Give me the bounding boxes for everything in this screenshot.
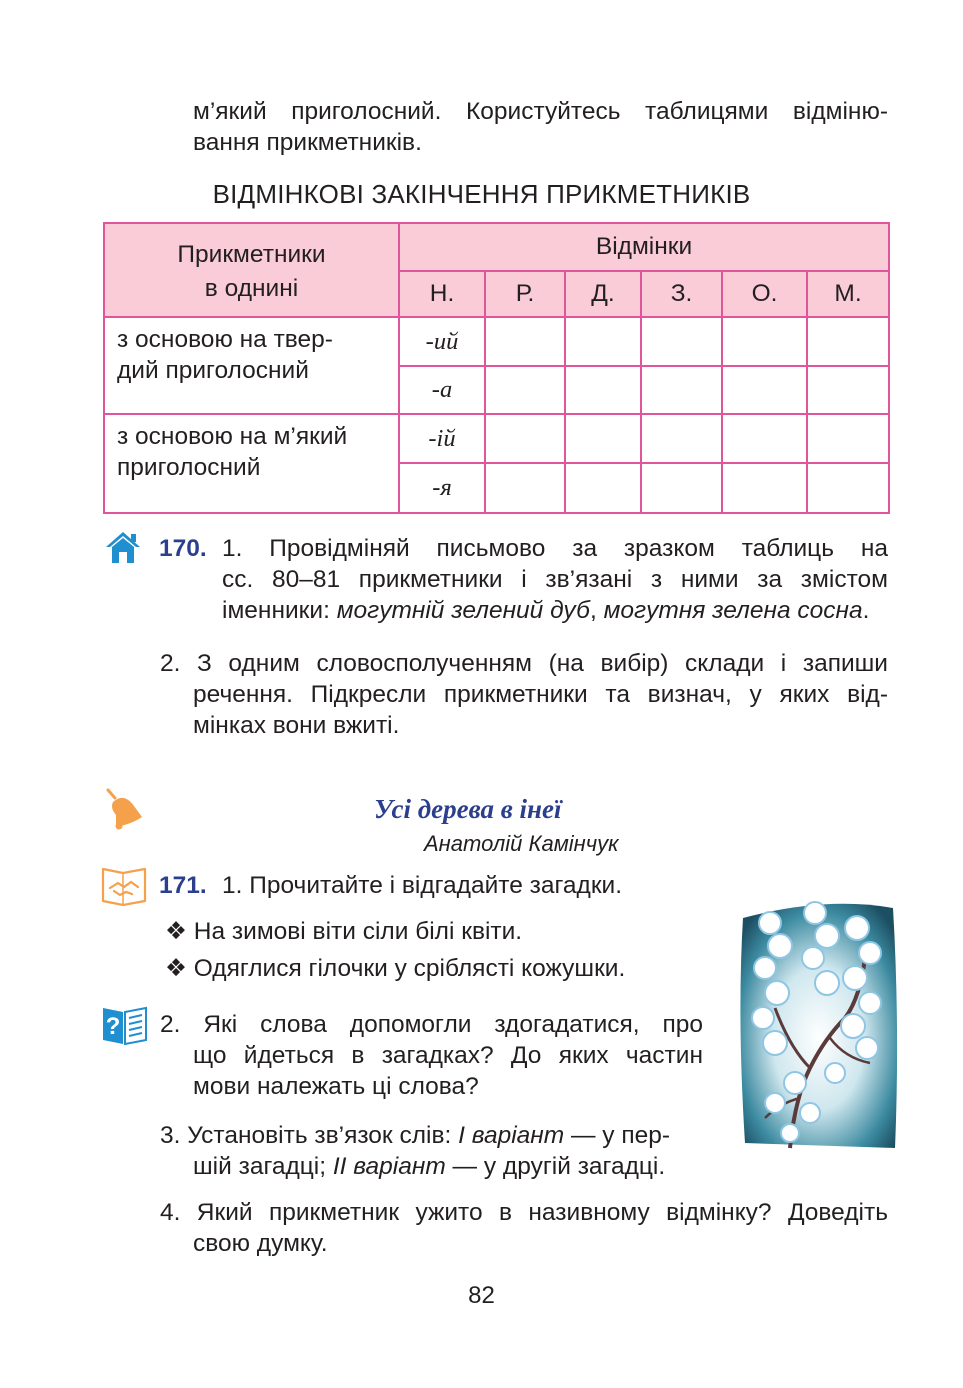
handshake-book-icon — [100, 864, 148, 906]
row-label-line-2: приголосний — [117, 454, 261, 481]
exercise-number: 170. — [159, 535, 207, 562]
empty-cell — [641, 366, 722, 414]
empty-cell — [565, 414, 641, 463]
phrase-oak: могутній зелений дуб — [336, 597, 590, 624]
case-header: З. — [641, 271, 722, 317]
row-label-line-2: дий приголосний — [117, 357, 309, 384]
row-label-hard — [104, 317, 399, 414]
empty-cell — [485, 414, 565, 463]
ex171-task3-line2 — [193, 1151, 665, 1182]
ending-cell: -я — [399, 463, 485, 513]
house-icon — [104, 530, 142, 564]
table-title: ВІДМІНКОВІ ЗАКІНЧЕННЯ ПРИКМЕТНИКІВ — [212, 179, 751, 209]
ending-cell: -ий — [399, 317, 485, 366]
empty-cell — [807, 317, 889, 366]
phrase-pine: могутня зелена сосна — [603, 597, 863, 624]
empty-cell — [485, 463, 565, 513]
exercise-number: 171. — [159, 872, 207, 899]
text-span: 3. Установіть зв’язок слів: — [160, 1122, 459, 1149]
empty-cell — [722, 463, 807, 513]
empty-cell — [722, 317, 807, 366]
svg-text:?: ? — [105, 1013, 121, 1040]
case-header: Н. — [399, 271, 485, 317]
ex171-task3-line1 — [160, 1120, 670, 1151]
riddle-1: ❖ На зимові віти сіли білі квіти. — [165, 918, 523, 945]
empty-cell — [641, 414, 722, 463]
empty-cell — [807, 463, 889, 513]
empty-cell — [807, 414, 889, 463]
question-book-icon — [101, 1003, 149, 1045]
variant-1: І варіант — [458, 1122, 565, 1149]
ending-cell: -ій — [399, 414, 485, 463]
intro-line-1: м’який приголосний. Користуйтесь таблицями відміню- — [193, 98, 888, 125]
case-header: О. — [722, 271, 807, 317]
case-header: Р. — [485, 271, 565, 317]
empty-cell — [565, 366, 641, 414]
case-header: Д. — [565, 271, 641, 317]
empty-cell — [807, 366, 889, 414]
riddle-2: ❖ Одяглися гілочки у сріблясті кожушки. — [165, 955, 626, 982]
ex170-task2-line2: речення. Підкресли прикметники та визнач, у яких від- — [193, 681, 888, 708]
text-span: — у пер- — [564, 1122, 671, 1149]
text-span: . — [862, 597, 870, 624]
ex171-task2-line3: мови належать ці слова? — [193, 1073, 479, 1100]
cases-header: Відмінки — [399, 223, 889, 271]
ex170-task1-line1: 1. Провідміняй письмово за зразком таблиць на — [222, 535, 888, 562]
text-span: — у другій загадці. — [445, 1153, 666, 1180]
ex171-task4-line1: 4. Який прикметник ужито в називному відмінку? Доведіть — [160, 1199, 888, 1226]
ex171-task1: 1. Прочитайте і відгадайте загадки. — [222, 872, 623, 899]
frosted-tree-illustration — [735, 898, 900, 1155]
empty-cell — [565, 463, 641, 513]
text-span: іменники: — [222, 597, 337, 624]
empty-cell — [722, 414, 807, 463]
ex171-task2-line2: що йдеться в загадках? До яких частин — [193, 1042, 703, 1069]
poem-author: Анатолій Камінчук — [424, 831, 619, 856]
poem-title: Усі дерева в інеї — [374, 794, 562, 824]
empty-cell — [722, 366, 807, 414]
col-header-adjectives — [104, 223, 399, 317]
row-label-soft — [104, 414, 399, 513]
intro-line-2: вання прикметників. — [193, 129, 422, 156]
empty-cell — [565, 317, 641, 366]
empty-cell — [641, 317, 722, 366]
ex171-task4-line2: свою думку. — [193, 1230, 328, 1257]
empty-cell — [641, 463, 722, 513]
empty-cell — [485, 317, 565, 366]
case-header: М. — [807, 271, 889, 317]
text-span: , — [589, 597, 604, 624]
page-number: 82 — [468, 1282, 495, 1309]
ex170-task2-line1: 2. З одним словосполученням (на вибір) склади і запиши — [160, 650, 888, 677]
ending-cell: -а — [399, 366, 485, 414]
ex170-task2-line3: мінках вони вжиті. — [193, 712, 400, 739]
ex170-task1-line2: сс. 80–81 прикметники і зв’язані з ними за змістом — [222, 566, 888, 593]
ex171-task2-line1: 2. Які слова допомогли здогадатися, про — [160, 1011, 703, 1038]
ex170-task1-line3 — [222, 595, 869, 626]
col-header-line-2: в однині — [204, 275, 299, 302]
text-span: шій загадці; — [193, 1153, 333, 1180]
variant-2: ІІ варіант — [332, 1153, 446, 1180]
empty-cell — [485, 366, 565, 414]
endings-table — [103, 222, 890, 514]
col-header-line-1: Прикметники — [177, 241, 326, 268]
row-label-line-1: з основою на м’який — [117, 423, 348, 450]
row-label-line-1: з основою на твер- — [117, 326, 333, 353]
bell-icon — [102, 788, 144, 830]
